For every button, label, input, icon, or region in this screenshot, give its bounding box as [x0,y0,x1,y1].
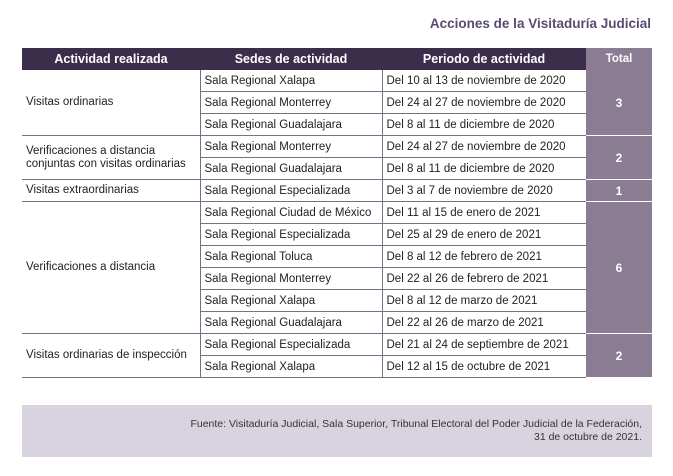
source-note [22,405,652,457]
source-line-1: Fuente: Visitaduría Judicial, Sala Superior, Tribunal Electoral del Poder Judicial de la Federación, [190,418,642,430]
periodo-cell: Del 8 al 11 de diciembre de 2020 [382,158,586,180]
periodo-cell: Del 22 al 26 de marzo de 2021 [382,312,586,334]
total-cell: 2 [586,334,652,378]
sede-cell: Sala Regional Monterrey [200,136,382,158]
header-periodo: Periodo de actividad [382,48,586,70]
total-cell: 2 [586,136,652,180]
sede-cell: Sala Regional Toluca [200,246,382,268]
header-total: Total [586,48,652,70]
table-row [22,180,652,202]
sede-cell: Sala Regional Guadalajara [200,158,382,180]
header-actividad: Actividad realizada [22,48,200,70]
periodo-cell: Del 24 al 27 de noviembre de 2020 [382,92,586,114]
actividad-cell: Visitas ordinarias [22,70,200,136]
sede-cell: Sala Regional Xalapa [200,70,382,92]
actividad-cell: Visitas ordinarias de inspección [22,334,200,378]
total-cell: 6 [586,202,652,334]
table-row [22,136,652,158]
periodo-cell: Del 24 al 27 de noviembre de 2020 [382,136,586,158]
periodo-cell: Del 10 al 13 de noviembre de 2020 [382,70,586,92]
periodo-cell: Del 25 al 29 de enero de 2021 [382,224,586,246]
periodo-cell: Del 8 al 11 de diciembre de 2020 [382,114,586,136]
table-header-row [22,48,652,70]
periodo-cell: Del 8 al 12 de febrero de 2021 [382,246,586,268]
periodo-cell: Del 12 al 15 de octubre de 2021 [382,356,586,378]
actividad-cell: Visitas extraordinarias [22,180,200,202]
table-row [22,70,652,92]
header-sedes: Sedes de actividad [200,48,382,70]
actividad-cell: Verificaciones a distancia conjuntas con visitas ordinarias [22,136,200,180]
sede-cell: Sala Regional Ciudad de México [200,202,382,224]
sede-cell: Sala Regional Especializada [200,334,382,356]
actions-table [22,48,652,378]
sede-cell: Sala Regional Monterrey [200,268,382,290]
sede-cell: Sala Regional Xalapa [200,356,382,378]
periodo-cell: Del 21 al 24 de septiembre de 2021 [382,334,586,356]
page-title: Acciones de la Visitaduría Judicial [429,16,651,31]
table-row [22,202,652,224]
sede-cell: Sala Regional Monterrey [200,92,382,114]
sede-cell: Sala Regional Especializada [200,180,382,202]
periodo-cell: Del 22 al 26 de febrero de 2021 [382,268,586,290]
total-cell: 1 [586,180,652,202]
source-line-2: 31 de octubre de 2021. [533,431,642,443]
sede-cell: Sala Regional Guadalajara [200,114,382,136]
periodo-cell: Del 8 al 12 de marzo de 2021 [382,290,586,312]
sede-cell: Sala Regional Especializada [200,224,382,246]
periodo-cell: Del 3 al 7 de noviembre de 2020 [382,180,586,202]
actividad-cell: Verificaciones a distancia [22,202,200,334]
sede-cell: Sala Regional Guadalajara [200,312,382,334]
table-row [22,334,652,356]
sede-cell: Sala Regional Xalapa [200,290,382,312]
total-cell: 3 [586,70,652,136]
periodo-cell: Del 11 al 15 de enero de 2021 [382,202,586,224]
